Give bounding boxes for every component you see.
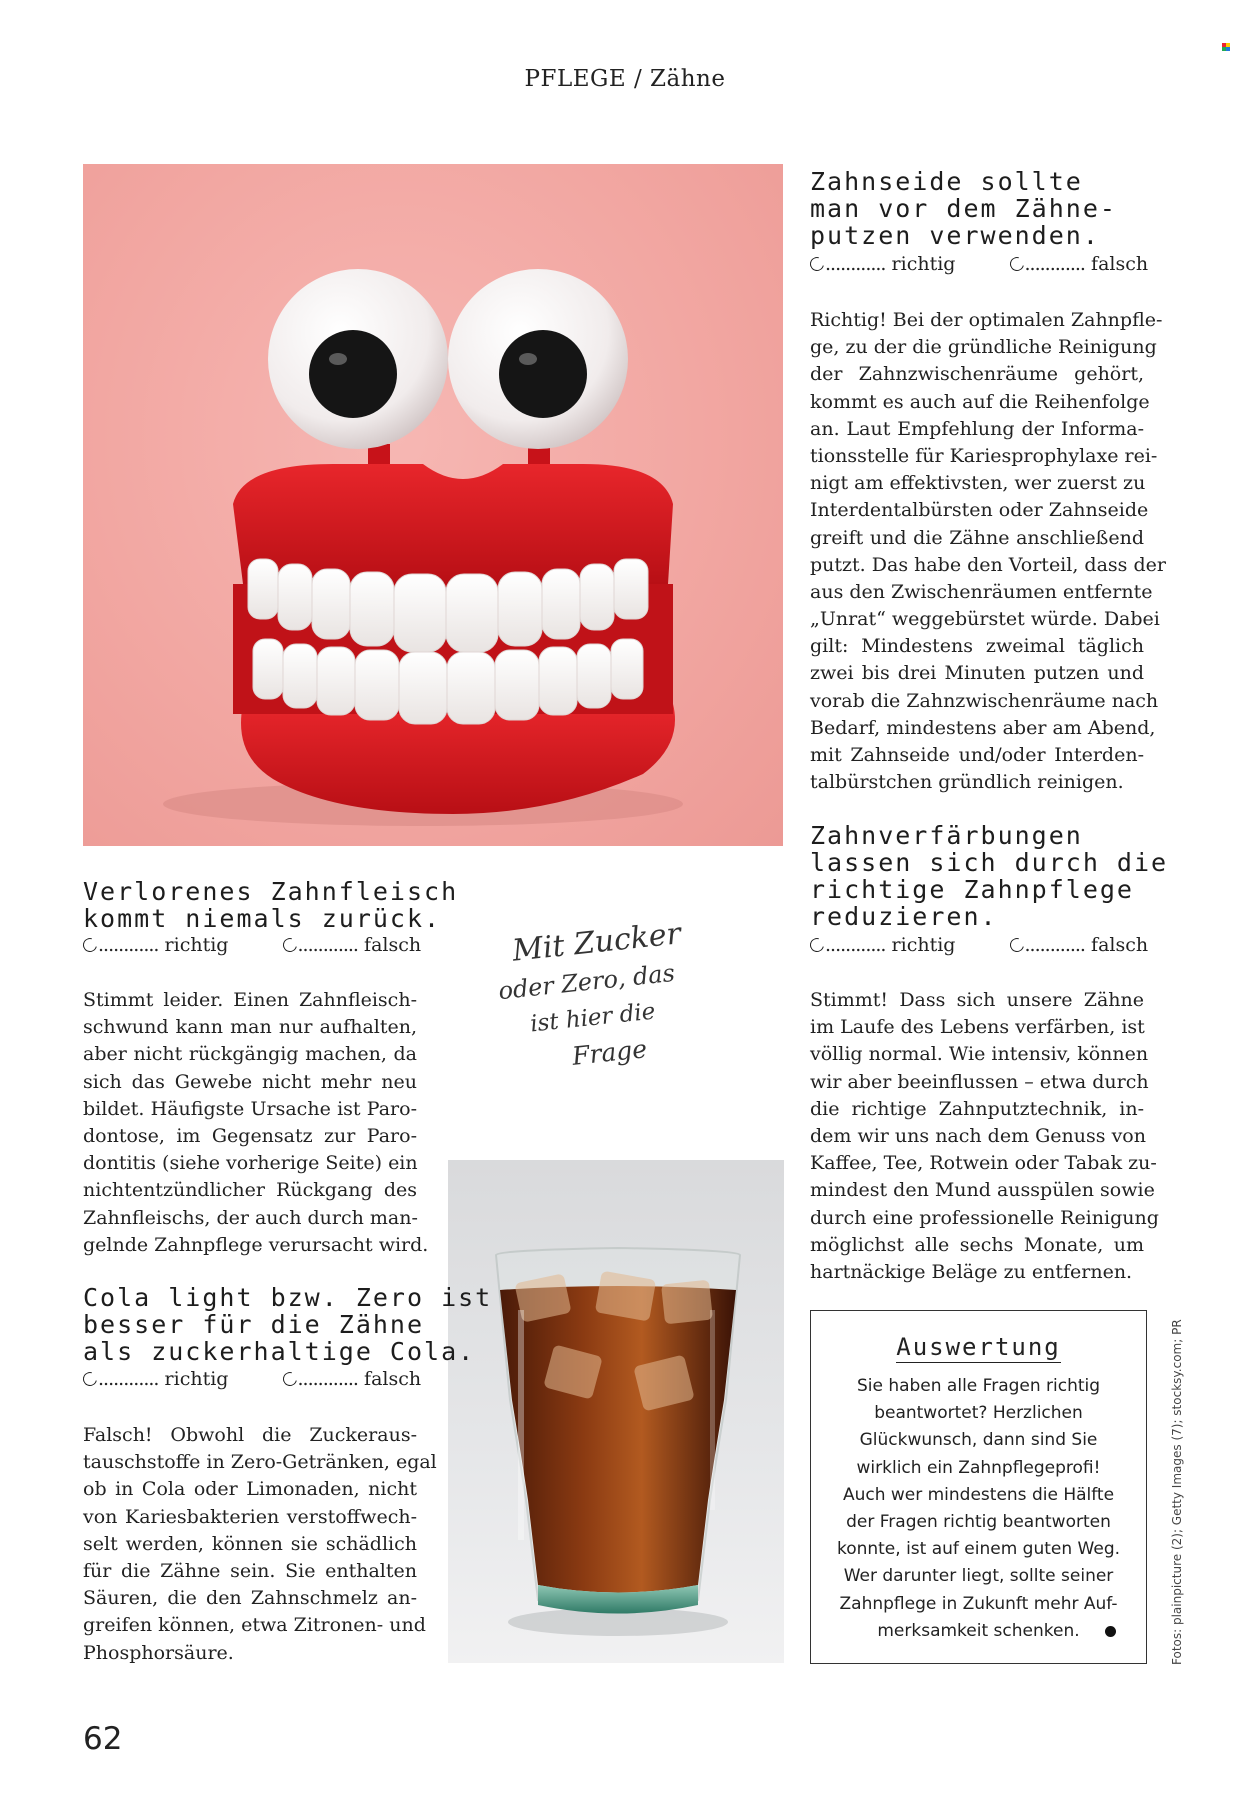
question-1-answer: Richtig! Bei der optimalen Zahnpfle- ge, zu der die gründliche Reinigung der Zahnzwischenräume gehört, kommt es auch auf die Reihenfolge an. Laut Empfehlung der Informa- tionsstelle für Kariesprophylaxe rei- nigt am effektivsten, wer zuerst zu Interdentalbürsten oder Zahnseide greift und die Zähne anschließend putzt. Das habe den Vorteil, dass der aus den Zwischenräumen entfernte „Unrat“ weggebürstet würde. Dabei gilt: Mindestens zweimal täglich zwei bis drei Minuten putzen und vorab die Zahnzwischenräume nach Bedarf, mindestens aber am Abend, mit Zahnseide und/oder Interden- talbürstchen gründlich reinigen. [810,309,1166,794]
circle-icon [807,254,826,273]
evaluation-title: Auswertung [896,1333,1061,1361]
option-falsch[interactable]: ............ falsch [283,934,422,956]
circle-icon [1007,254,1026,273]
question-1-title-line: Zahnseide sollte [810,167,1083,196]
option-falsch[interactable]: ............ falsch [1010,253,1149,275]
circle-icon [80,1369,99,1388]
end-dot-icon [1105,1626,1116,1637]
photo-cola-glass [448,1160,784,1663]
question-4-answer: Falsch! Obwohl die Zuckeraus- tauschstoffe in Zero-Getränken, egal ob in Cola oder Limonaden, nicht von Kariesbakterien verstoffwech- selt werden, können sie schädlich für die Zähne sein. Sie enthalten Säuren, die den Zahnschmelz an- greifen können, etwa Zitronen- und Phosphorsäure. [83,1424,437,1664]
option-richtig[interactable]: ............ richtig [810,253,955,275]
question-4-title-line: besser für die Zähne [83,1310,425,1339]
question-2-answer: Stimmt! Dass sich unsere Zähne im Laufe des Lebens verfärben, ist völlig normal. Wie intensiv, können wir aber beeinflussen – etwa durch die richtige Zahnputztechnik, in- dem wir uns nach dem Genuss von Kaffee, Tee, Rotwein oder Tabak zu- mindest den Mund ausspülen sowie durch eine professionelle Reinigung möglichst alle sechs Monate, um hartnäckige Beläge zu entfernen. [810,989,1159,1283]
option-falsch[interactable]: ............ falsch [1010,934,1149,956]
question-3-title-line: Verlorenes Zahnfleisch [83,877,459,906]
question-2-options [810,934,1148,956]
color-mark-icon [1222,36,1230,44]
question-3-options [83,934,421,956]
question-1-title-line: man vor dem Zähne- [810,194,1117,223]
option-richtig[interactable]: ............ richtig [810,934,955,956]
page-number: 62 [83,1721,123,1757]
question-4-title-line: Cola light bzw. Zero ist [83,1283,493,1312]
question-2-title-line: reduzieren. [810,902,998,931]
option-falsch[interactable]: ............ falsch [283,1368,422,1390]
question-2-title-line: lassen sich durch die [810,848,1169,877]
question-2-title [810,822,1168,930]
handwritten-note-line: Frage [570,1034,649,1071]
circle-icon [280,935,299,954]
question-4-title [83,1284,492,1365]
question-3-answer: Stimmt leider. Einen Zahnfleisch- schwund kann man nur aufhalten, aber nicht rückgängig machen, da sich das Gewebe nicht mehr neu bildet. Häufigste Ursache ist Paro- dontose, im Gegensatz zur Paro- dontitis (siehe vorherige Seite) ein nichtentzündlicher Rückgang des Zahnfleischs, der auch durch man- gelnde Zahnpflege verursacht wird. [83,989,429,1256]
photo-credit: Fotos: plainpicture (2); Getty Images (7); stocksy.com; PR [1170,1319,1184,1665]
evaluation-text: Sie haben alle Fragen richtig beantwortet? Herzlichen Glückwunsch, dann sind Sie wirklich ein Zahnpflegeprofi! Auch wer mindestens die Hälfte der Fragen richtig beantworten konnte, ist auf einem guten Weg. Wer darunter liegt, sollte seiner Zahnpflege in Zukunft mehr Auf- merksamkeit schenken. [836,1376,1121,1641]
question-3-title [83,878,458,932]
question-1-title-line: putzen verwenden. [810,221,1100,250]
evaluation-box [810,1310,1147,1664]
circle-icon [80,935,99,954]
question-4-title-line: als zuckerhaltige Cola. [83,1337,476,1366]
handwritten-note-line: oder Zero, das [497,958,677,1006]
circle-icon [807,935,826,954]
handwritten-note-line: ist hier die [528,998,657,1038]
question-2-title-line: Zahnverfärbungen [810,821,1083,850]
question-1-options [810,253,1148,275]
section-header: PFLEGE / Zähne [524,66,726,92]
handwritten-note-line: Mit Zucker [510,916,683,969]
question-2-title-line: richtige Zahnpflege [810,875,1134,904]
question-3-title-line: kommt niemals zurück. [83,904,442,933]
circle-icon [1007,935,1026,954]
option-richtig[interactable]: ............ richtig [83,1368,228,1390]
circle-icon [280,1369,299,1388]
option-richtig[interactable]: ............ richtig [83,934,228,956]
question-1-title [810,168,1117,249]
photo-chattering-teeth [83,164,783,846]
question-4-options [83,1368,421,1390]
